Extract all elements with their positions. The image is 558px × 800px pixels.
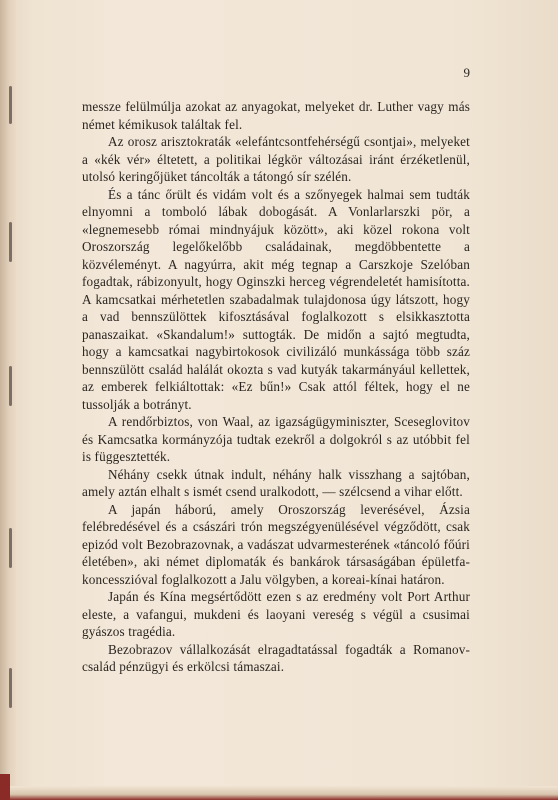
binding-stitch xyxy=(9,366,12,406)
binding-stitch xyxy=(9,86,12,124)
binding-stitch xyxy=(9,668,12,708)
book-binding xyxy=(0,0,16,800)
binding-stitch xyxy=(9,222,12,262)
binding-stitch xyxy=(9,528,12,568)
paragraph: Néhány csekk útnak indult, néhány halk visszhang a sajtóban, amely aztán elhalt s ismét csend uralkodott, — szélcsend a vihar előtt. xyxy=(82,466,470,499)
page-bottom-edge xyxy=(0,786,558,800)
body-text xyxy=(82,98,470,676)
paragraph: A rendőrbiztos, von Waal, az igazságügyminiszter, Sceseglovitov és Kamcsatka kormányzója tudtak ezekről a dolgokról s az utóbbit fel is függesztették. xyxy=(82,414,470,464)
page-number: 9 xyxy=(463,65,470,80)
red-spine-corner xyxy=(0,774,10,800)
paragraph: Bezobrazov vállalkozását elragadtatással fogadták a Romanov-család pénzügyi és erkölcsi támaszai. xyxy=(82,641,470,674)
paragraph: És a tánc őrült és vidám volt és a szőnyegek halmai sem tudták elnyomni a tomboló lábak dobogását. A Vonlarlarszki pör, a «legnemesebb római mindnyájuk között», aki közel rokona volt Oroszország legelőkelőbb családainak, megdöbbentette a közvéleményt. A nagyúrra, akit még tegnap a Carszkoje Szelóban fogadtak, rábizonyult, hogy Oginszki herceg végrendeletét hamisította. A kamcsatkai mérhetetlen szabadalmak tulajdonosa úgy látszott, hogy a vad bennszülöttek kifosztásával foglalkozott s elsikkasztotta panaszaikat. «Skandalum!» suttogták. De midőn a sajtó megtudta, hogy a kamcsatkai nagybirtokosok civilizáló munkássága több száz bennszülött család halálát okozta s vad kutyák takarmányául kellettek, az emberek felkiáltottak: «Ez bűn!» Csak attól féltek, hogy el ne tussolják a botrányt. xyxy=(82,186,470,412)
paragraph: Az orosz arisztokraták «elefántcsontfehérségű csontjai», melyeket a «kék vér» éltetett, a politikai légkör változásai iránt érzéketlenül, utolsó keringőjüket táncolták a tátongó sír szélén. xyxy=(82,134,470,184)
paragraph: A japán háború, amely Oroszország leverésével, Ázsia felébredésével és a császári trón megszégyenülésével végződött, csak epizód volt Bezobrazovnak, a vadászat udvarmesterének «táncoló főúri életében», aki német diplomaták és bankárok társaságában épületfa-koncesszióval foglalkozott a Jalu völgyben, a koreai-kínai határon. xyxy=(82,501,470,587)
paragraph: messze felülmúlja azokat az anyagokat, melyeket dr. Luther vagy más német kémikusok találtak fel. xyxy=(82,99,470,132)
paragraph: Japán és Kína megsértődött ezen s az eredmény volt Port Arthur eleste, a vafangui, mukdeni és laoyani vereség s végül a csusimai gyászos tragédia. xyxy=(82,589,470,639)
